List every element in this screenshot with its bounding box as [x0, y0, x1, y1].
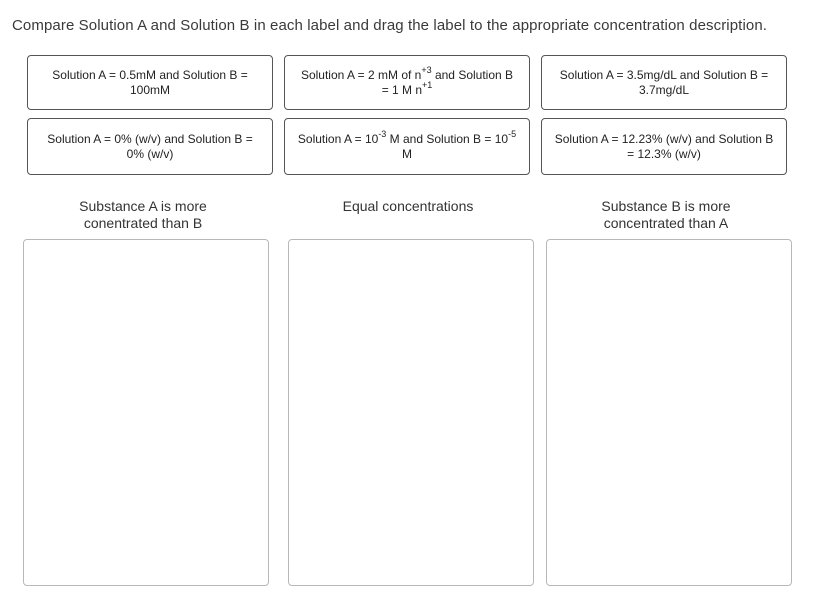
instruction-text: Compare Solution A and Solution B in each label and drag the label to the appropriate concentration description. [12, 17, 768, 34]
label-card-5[interactable] [284, 118, 530, 175]
label-card-2-text: Solution A = 2 mM of $n^{+3}$ and Solution B = 1 M $n^{+1}$ [300, 64, 514, 97]
zone-title-equal: Equal concentrations [342, 198, 474, 214]
label-card-1[interactable] [27, 55, 273, 110]
drop-zone-equal[interactable] [288, 239, 534, 586]
label-card-3[interactable] [541, 55, 787, 110]
label-card-1-text: Solution A = 0.5mM and Solution B = 100mM [52, 67, 248, 97]
label-card-5-text: Solution $A = 10^{-3}$ M and Solution $B = 10^{-5}$ M [297, 128, 517, 161]
label-card-4[interactable] [27, 118, 273, 175]
drop-zone-a-more[interactable] [23, 239, 269, 586]
zone-title-b-more: Substance B is more concentrated than A [601, 198, 731, 231]
drop-zone-b-more[interactable] [546, 239, 792, 586]
zone-title-a-more: Substance A is more conentrated than B [79, 198, 207, 231]
label-card-6-text: Solution A = 12.23% (w/v) and Solution B = 12.3% (w/v) [554, 131, 774, 161]
label-card-4-text: Solution A = 0% (w/v) and Solution B = 0% (w/v) [47, 131, 253, 161]
label-card-3-text: Solution A = 3.5mg/dL and Solution B = 3.7mg/dL [559, 67, 769, 97]
label-card-2[interactable] [284, 55, 530, 110]
label-card-6[interactable] [541, 118, 787, 175]
